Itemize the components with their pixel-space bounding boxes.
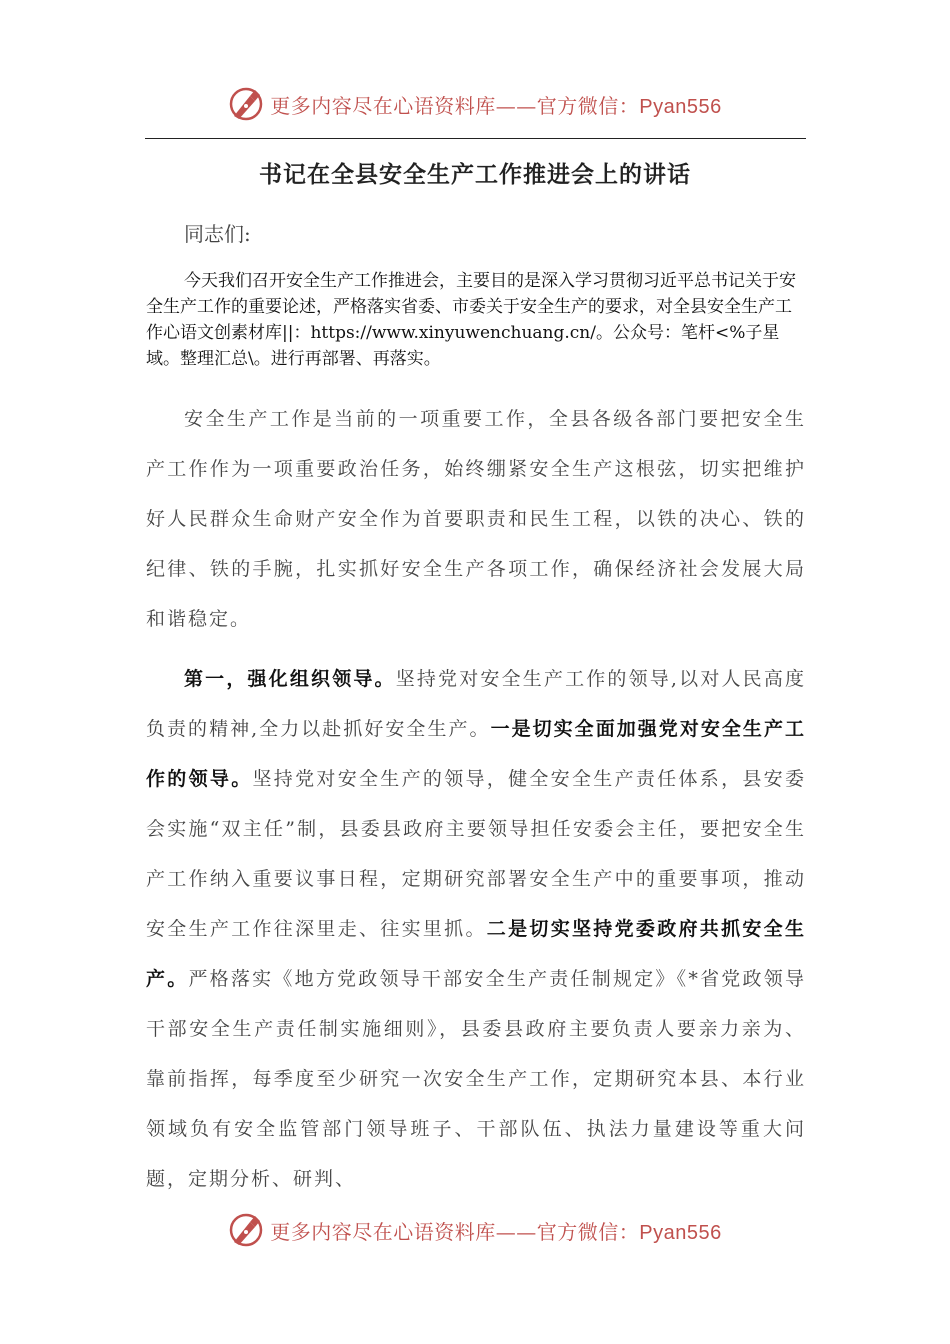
footer-banner [0,1210,950,1250]
salutation: 同志们: [184,222,251,246]
header-divider [145,138,806,139]
document-body [146,216,806,1214]
banner-text: 更多内容尽在心语资料库——官方微信：Pyan556 [270,93,722,118]
banner-text: 更多内容尽在心语资料库——官方微信：Pyan556 [270,1219,722,1244]
subsection-heading: 一是切实全面加强党对安全生产工作的领导。 [146,718,806,790]
pen-nib-icon [228,1212,264,1248]
paragraph-text: 坚持党对安全生产的领导，健全安全生产责任体系，县安委会实施“双主任”制，县委县政府主要领导担任安委会主任，要把安全生产工作纳入重要议事日程，定期研究部署安全生产中的重要事项，推动安全生产工作往深里走、往实里抓。 [146,768,806,940]
section-heading: 第一，强化组织领导。 [184,668,396,690]
pen-nib-icon [228,86,264,122]
intro-paragraph: 今天我们召开安全生产工作推进会，主要目的是深入学习贯彻习近平总书记关于安全生产工作的重要论述，严格落实省委、市委关于安全生产的要求，对全县安全生产工作心语文创素材库||：https://www.xinyuwenchuang.cn/。公众号：笔杆<%子星域。整理汇总\。进行再部署、再落实。 [146,271,796,369]
document-title: 书记在全县安全生产工作推进会上的讲话 [259,161,691,188]
subsection-heading: 二是切实坚持党委政府共抓安全生产。 [146,918,806,990]
paragraph-1: 安全生产工作是当前的一项重要工作，全县各级各部门要把安全生产工作作为一项重要政治任务，始终绷紧安全生产这根弦，切实把维护好人民群众生命财产安全作为首要职责和民生工程，以铁的决心、铁的纪律、铁的手腕，扎实抓好安全生产各项工作，确保经济社会发展大局和谐稳定。 [146,408,806,630]
header-banner [0,84,950,124]
paragraph-text: 严格落实《地方党政领导干部安全生产责任制规定》《*省党政领导干部安全生产责任制实施细则》，县委县政府主要负责人要亲力亲为、靠前指挥，每季度至少研究一次安全生产工作，定期研究本县、本行业领域负有安全监管部门领导班子、干部队伍、执法力量建设等重大问题，定期分析、研判、 [146,968,806,1190]
paragraph-text: 坚持党对安全生产工作的领导,以对人民高度负责的精神,全力以赴抓好安全生产。 [146,668,806,740]
paragraph-2 [146,654,806,1204]
